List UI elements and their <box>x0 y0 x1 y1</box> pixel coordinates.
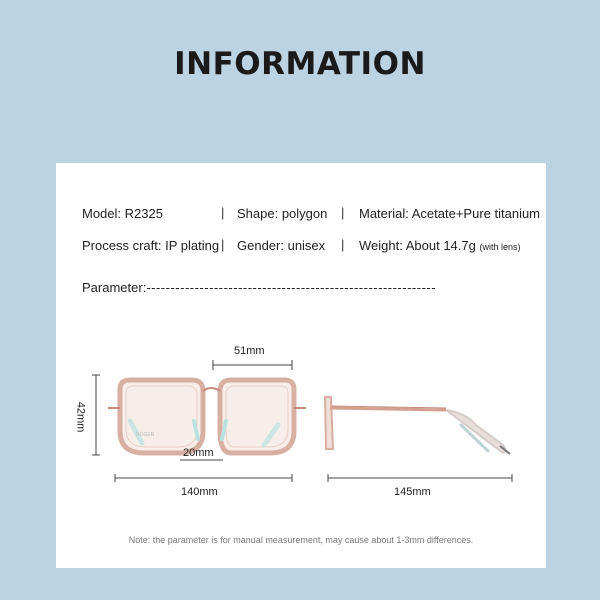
parameter-label: Parameter: <box>82 280 147 295</box>
separator: | <box>221 205 225 220</box>
process-spec: Process craft: IP plating <box>82 238 220 253</box>
left-lens <box>120 380 203 453</box>
gender-spec: Gender: unisex <box>237 238 326 253</box>
bridge-label: 20mm <box>183 447 214 459</box>
glasses-diagram <box>56 163 546 568</box>
weight-note: (with lens) <box>479 242 521 252</box>
lens-width-label: 51mm <box>234 345 265 357</box>
temple-tip <box>446 410 506 453</box>
svg-text:ROGER: ROGER <box>136 432 155 438</box>
temple-length-label: 145mm <box>394 486 431 498</box>
separator: | <box>341 205 345 220</box>
bridge <box>203 388 220 391</box>
parameter-dashes: ------------------------------------------------------------ <box>146 280 437 295</box>
info-card <box>56 163 546 568</box>
temple-arm <box>330 408 446 410</box>
page-title: INFORMATION <box>174 46 426 82</box>
shape-spec: Shape: polygon <box>237 206 328 221</box>
separator: | <box>341 237 345 252</box>
lens-height-label: 42mm <box>74 401 87 433</box>
material-spec: Material: Acetate+Pure titanium <box>359 206 541 221</box>
measurement-note: Note: the parameter is for manual measurement, may cause about 1-3mm differences. <box>128 535 474 545</box>
weight-value: Weight: About 14.7g <box>359 238 476 253</box>
model-spec: Model: R2325 <box>82 206 163 221</box>
separator: | <box>221 237 225 252</box>
side-frame <box>325 397 510 454</box>
frame-width-label: 140mm <box>181 486 218 498</box>
